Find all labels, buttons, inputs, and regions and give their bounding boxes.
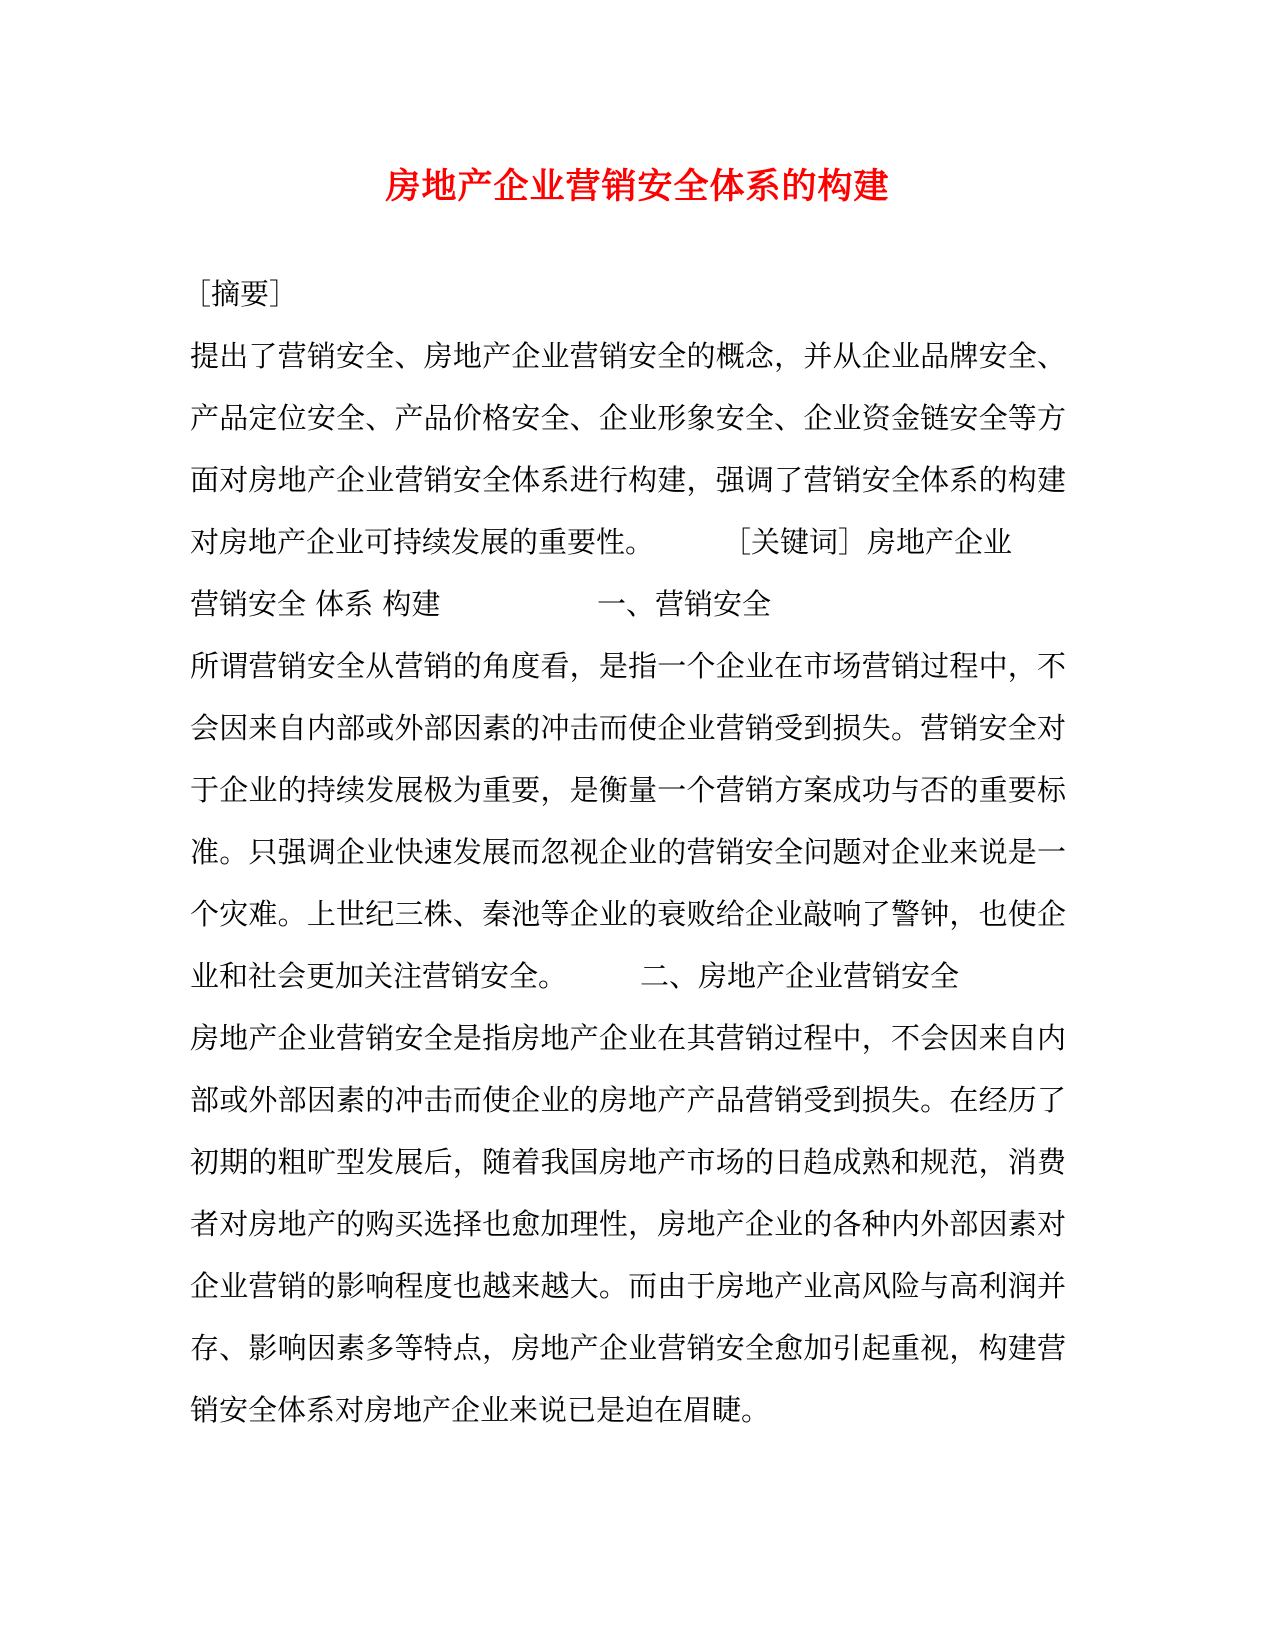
section-heading: 二、房地产企业营销安全 (640, 959, 960, 993)
body-line: 提出了营销安全、房地产企业营销安全的概念，并从企业品牌安全、 (190, 339, 1066, 373)
body-line: 者对房地产的购买选择也愈加理性，房地产企业的各种内外部因素对 (190, 1207, 1066, 1241)
body-line: 面对房地产企业营销安全体系进行构建，强调了营销安全体系的构建 (190, 463, 1066, 497)
body-line: 销安全体系对房地产企业来说已是迫在眉睫。 (190, 1393, 771, 1427)
abstract-label: ［摘要］ (182, 277, 299, 311)
body-line: 对房地产企业可持续发展的重要性。 (190, 525, 655, 559)
body-line: 产品定位安全、产品价格安全、企业形象安全、企业资金链安全等方 (190, 401, 1066, 435)
body-line: 于企业的持续发展极为重要，是衡量一个营销方案成功与否的重要标 (190, 773, 1066, 807)
body-line: 房地产企业营销安全是指房地产企业在其营销过程中，不会因来自内 (190, 1021, 1066, 1055)
body-line: 业和社会更加关注营销安全。 (190, 959, 568, 993)
body-line: 所谓营销安全从营销的角度看，是指一个企业在市场营销过程中，不 (190, 649, 1066, 683)
body-line: 会因来自内部或外部因素的冲击而使企业营销受到损失。营销安全对 (190, 711, 1066, 745)
document-title: 房地产企业营销安全体系的构建 (385, 166, 890, 207)
body-line: 存、影响因素多等特点，房地产企业营销安全愈加引起重视，构建营 (190, 1331, 1066, 1365)
body-line: 部或外部因素的冲击而使企业的房地产产品营销受到损失。在经历了 (190, 1083, 1066, 1117)
section-heading: 一、营销安全 (597, 587, 772, 621)
body-line: 初期的粗旷型发展后，随着我国房地产市场的日趋成熟和规范，消费 (190, 1145, 1066, 1179)
keywords-list: 营销安全 体系 构建 (190, 587, 441, 621)
body-line: 企业营销的影响程度也越来越大。而由于房地产业高风险与高利润并 (190, 1269, 1066, 1303)
keywords-label: ［关键词］房地产企业 (722, 525, 1013, 559)
body-line: 准。只强调企业快速发展而忽视企业的营销安全问题对企业来说是一 (190, 835, 1066, 869)
body-line: 个灾难。上世纪三株、秦池等企业的衰败给企业敲响了警钟，也使企 (190, 897, 1066, 931)
